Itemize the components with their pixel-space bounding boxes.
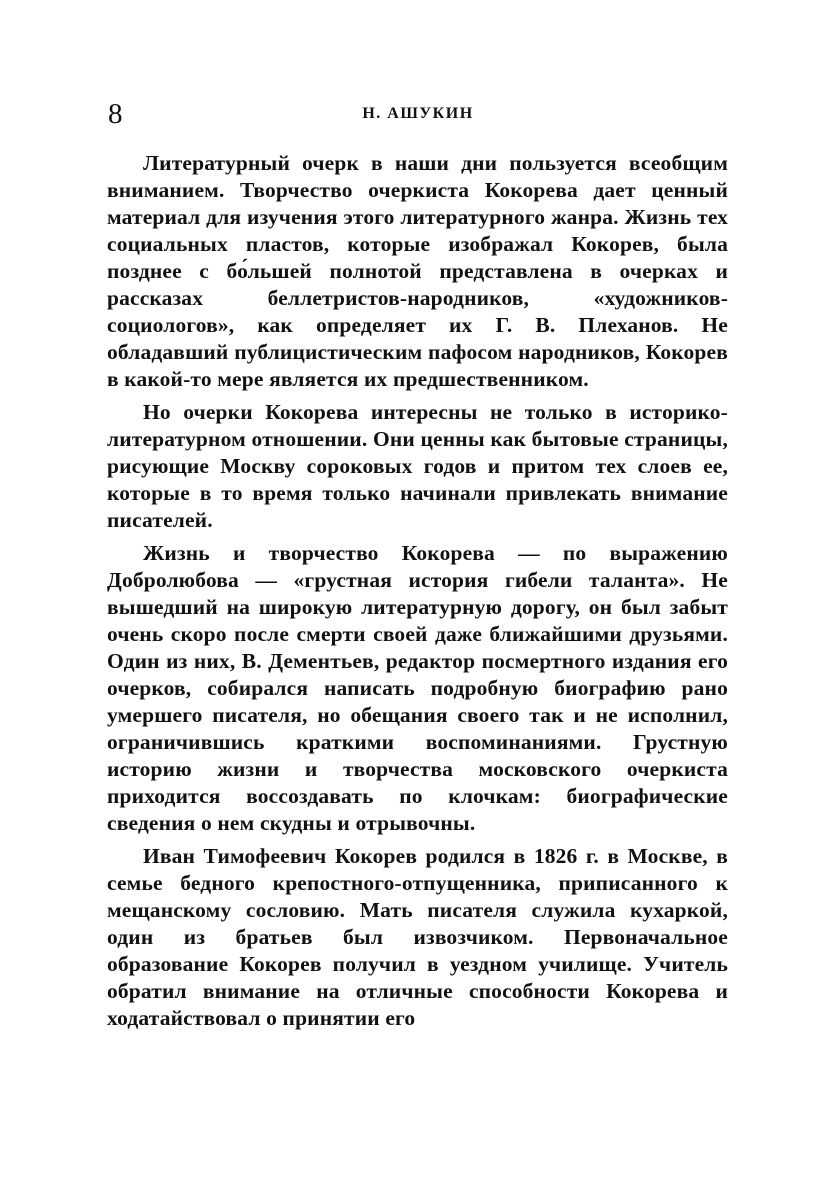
page-number: 8 xyxy=(108,98,123,130)
body-text xyxy=(107,150,728,1032)
paragraph-4: Иван Тимофеевич Кокорев родился в 1826 г. в Москве, в семье бедного крепостного-отпущенника, приписанного к мещанскому сословию. Мать писателя служила кухаркой, один из братьев был извозчиком. Первоначальное образование Кокорев получил в уездном училище. Учитель обратил внимание на отличные способности Кокорева и ходатайствовал о принятии его xyxy=(107,844,728,1030)
paragraph-1: Литературный очерк в наши дни пользуется всеобщим вниманием. Творчество очеркиста Кокорева дает ценный материал для изучения этого литературного жанра. Жизнь тех социальных пластов, которые изображал Кокорев, была позднее с бо́льшей полнотой представлена в очерках и рассказах беллетристов-народников, «художников-социологов», как определяет их Г. В. Плеханов. Не обладавший публицистическим пафосом народников, Кокорев в какой-то мере является их предшественником. xyxy=(107,151,728,391)
paragraph-2: Но очерки Кокорева интересны не только в историко-литературном отношении. Они ценны как бытовые страницы, рисующие Москву сороковых годов и притом тех слоев ее, которые в то время только начинали привлекать внимание писателей. xyxy=(107,400,728,532)
running-head: Н. АШУКИН xyxy=(362,105,474,122)
paragraph-3: Жизнь и творчество Кокорева — по выражению Добролюбова — «грустная история гибели таланта». Не вышедший на широкую литературную дорогу, он был забыт очень скоро после смерти своей даже ближайшими друзьями. Один из них, В. Дементьев, редактор посмертного издания его очерков, собирался написать подробную биографию рано умершего писателя, но обещания своего так и не исполнил, ограничившись краткими воспоминаниями. Грустную историю жизни и творчества московского очеркиста приходится воссоздавать по клочкам: биографические сведения о нем скудны и отрывочны. xyxy=(107,541,728,835)
page-header xyxy=(108,96,728,136)
